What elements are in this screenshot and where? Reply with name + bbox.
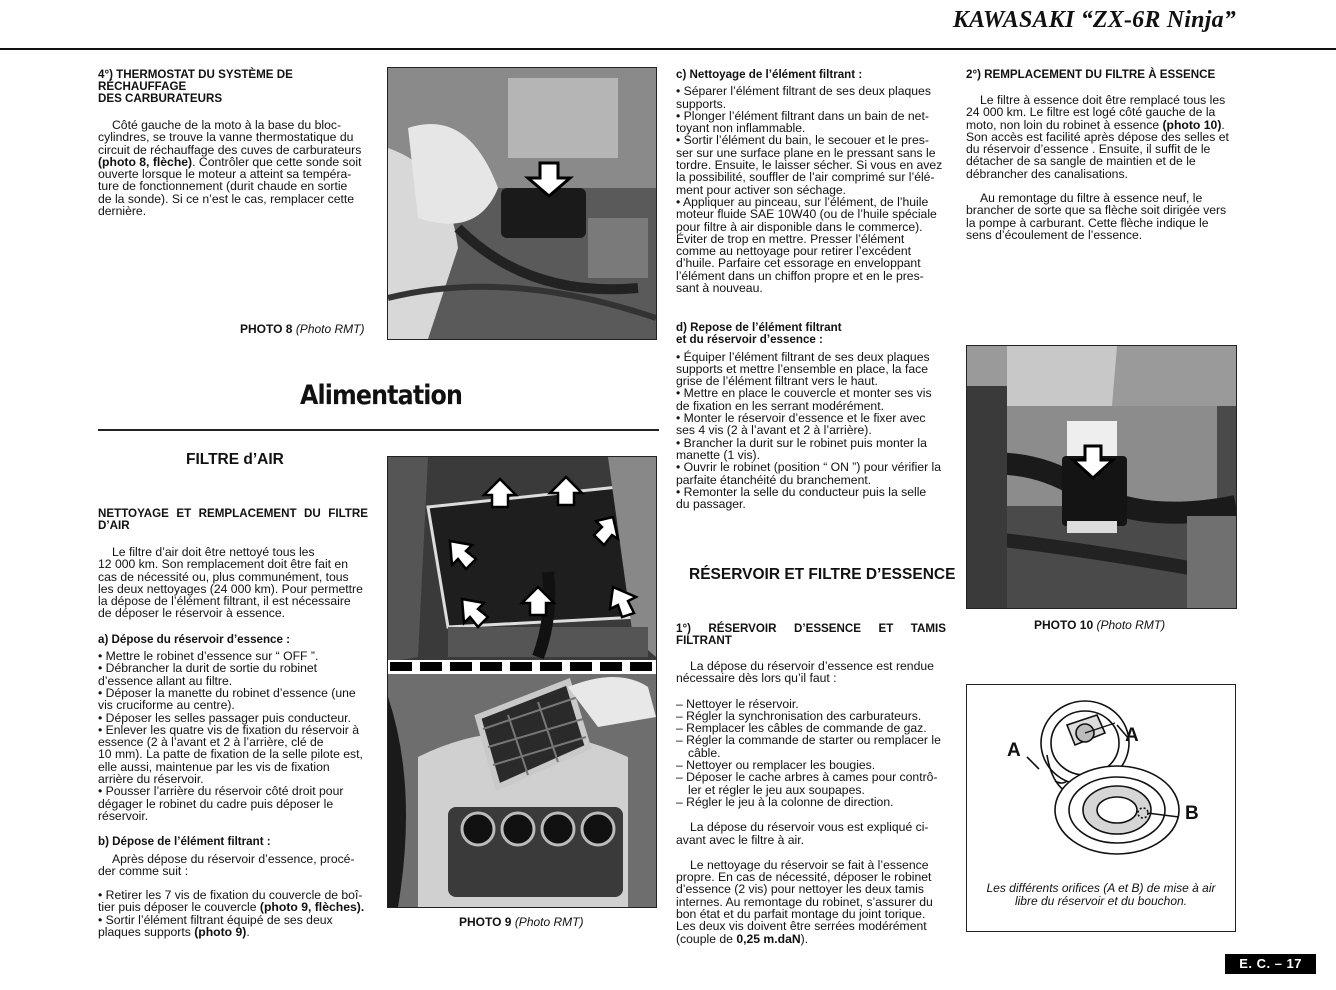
subsection-b-title: b) Dépose de l’élément filtrant :	[98, 835, 271, 849]
chapter-rule	[98, 429, 659, 431]
thermostat-line: cylindres, se trouve la vanne thermostatique du	[98, 130, 354, 145]
r1-p2-line: avant avec le filtre à air.	[676, 832, 805, 847]
d-line: • Équiper l’élément filtrant de ses deux plaques	[676, 349, 930, 364]
thermostat-text: . Contrôler que cette sonde soit	[192, 154, 362, 169]
f2-text: moto, non loin du robinet à essence	[966, 117, 1163, 132]
photo-8-label: PHOTO 8	[240, 322, 293, 336]
photo-8	[387, 67, 657, 340]
a-line: • Mettre le robinet d’essence sur “ OFF ”.	[98, 649, 319, 664]
c-line: comme au nettoyage pour retirer l’excédent	[676, 244, 912, 259]
d-line: manette (1 vis).	[676, 447, 760, 462]
c-line: • Plonger l’élément filtrant dans un bain de net-	[676, 108, 929, 123]
a-line: essence (2 à l’avant et 2 à l’arrière, clé de	[98, 735, 324, 750]
diagram-caption-line: Les différents orifices (A et B) de mise à air	[986, 881, 1216, 895]
c-line: • Appliquer au pinceau, sur l’élément, de l’huile	[676, 194, 929, 209]
diagram-caption-line: libre du réservoir et du bouchon.	[1014, 894, 1188, 908]
thermostat-section	[98, 69, 368, 217]
diagram-caption	[967, 882, 1235, 908]
r1-list-item: ler et régler le jeu aux soupapes.	[688, 782, 865, 797]
photo-9	[387, 456, 657, 908]
photo-10-caption	[1034, 619, 1165, 631]
nettoyage-title: NETTOYAGE ET REMPLACEMENT DU FILTRE D’AIR	[98, 507, 368, 532]
r1-p3-line: internes. Au remontage du robinet, s’assurer du	[676, 894, 933, 909]
c-line: • Séparer l’élément filtrant de ses deux plaques	[676, 84, 931, 99]
f2-p2-line: sens d’écoulement de l’essence.	[966, 227, 1143, 242]
b-line: Après dépose du réservoir d’essence, procé-	[112, 851, 355, 866]
c-line: moteur fluide SAE 10W40 (ou de l’huile spéciale	[676, 207, 937, 222]
c-line: pour filtre à air disponible dans le commerce).	[676, 219, 923, 234]
col3-section-d	[676, 322, 946, 510]
c-line: la possibilité, souffler de l’air comprimé sur l’élé-	[676, 170, 935, 185]
d-line: parfaite étanchéité du branchement.	[676, 472, 872, 487]
photo-9-label: PHOTO 9	[459, 915, 512, 929]
nettoyage-line: Le filtre d’air doit être nettoyé tous les	[112, 545, 315, 559]
chapter-title: Alimentation	[300, 380, 463, 411]
c-line: sant à nouveau.	[676, 281, 763, 296]
f2-line: détacher de sa sangle de maintien et de le	[966, 154, 1196, 169]
c-line: d’huile. Parfaire cet essorage en enveloppant	[676, 256, 921, 271]
f2-line: du réservoir d’essence . Ensuite, il suffit de le	[966, 142, 1211, 157]
page-number: E. C. – 17	[1225, 954, 1316, 974]
d-line: supports et mettre l’ensemble en place, la face	[676, 361, 929, 376]
diagram-label-a-left: A	[1007, 740, 1021, 761]
section-title-filtre-air: FILTRE d’AIR	[186, 451, 284, 468]
b-line: • Sortir l’élément filtrant équipé de ses deux	[98, 912, 333, 927]
f2-text: .	[1221, 117, 1225, 132]
nettoyage-line: la dépose de l’élément filtrant, il est nécessaire	[98, 594, 351, 609]
r1-intro-line: La dépose du réservoir d’essence est rendue	[690, 659, 934, 673]
photo-ref: (photo 10)	[1162, 117, 1222, 132]
header-rule	[0, 48, 1336, 50]
d-line: • Brancher la durit sur le robinet puis monter la	[676, 435, 927, 450]
r1-intro-line: nécessaire dès lors qu’il faut :	[676, 671, 837, 686]
r1-list-item: câble.	[688, 745, 721, 760]
a-line: elle aussi, maintenue par les vis de fixation	[98, 759, 330, 774]
r1-p2-line: La dépose du réservoir vous est expliqué ci-	[690, 820, 929, 835]
photo-8-credit: (Photo RMT)	[295, 322, 365, 336]
b-line	[98, 926, 368, 938]
thermostat-line: dernière.	[98, 204, 147, 219]
section-title-reservoir: RÉSERVOIR ET FILTRE D’ESSENCE	[689, 566, 956, 583]
photo-8-caption	[240, 323, 365, 335]
r1-p3-line: d’essence (2 vis) pour nettoyer les deux tamis	[676, 882, 924, 897]
f2-p2-line: Au remontage du filtre à essence neuf, le	[980, 191, 1203, 206]
col4-section-f2	[966, 69, 1236, 241]
photo-10-label: PHOTO 10	[1034, 618, 1094, 632]
subsection-a-title: a) Dépose du réservoir d’essence :	[98, 632, 291, 646]
nettoyage-line: cas de nécessité ou, plus communément, tous	[98, 569, 349, 584]
a-line: • Déposer les selles passager puis conducteur.	[98, 710, 351, 725]
d-line: ses 4 vis (2 à l’avant et 2 à l’arrière).	[676, 423, 872, 438]
header-title: KAWASAKI “ZX-6R Ninja”	[952, 7, 1236, 33]
a-line: dégager le robinet du cadre puis déposer le	[98, 796, 334, 811]
photo-9-caption	[459, 916, 584, 928]
f2-line: Le filtre à essence doit être remplacé tous les	[980, 93, 1226, 107]
c-line: Éviter de trop en mettre. Presser l’élément	[676, 231, 905, 246]
c-line: • Sortir l’élément du bain, le secouer et le pres-	[676, 133, 929, 148]
a-line: vis cruciforme au centre).	[98, 698, 235, 713]
subsection-d-title-2: et du réservoir d’essence :	[676, 333, 823, 347]
a-line: réservoir.	[98, 808, 149, 823]
r1-list-item: – Nettoyer ou remplacer les bougies.	[676, 758, 876, 773]
thermostat-line: ouverte lorsque le moteur a atteint sa tempéra-	[98, 167, 352, 182]
f2-line: Son accès est facilité après dépose des selles et	[966, 129, 1229, 144]
diagram-label-a-right: A	[1125, 725, 1139, 746]
a-line: • Déposer la manette du robinet d’essence (une	[98, 685, 356, 700]
r1-list-item: – Régler le jeu à la colonne de direction.	[676, 794, 894, 809]
c-line: tordre. Ensuite, le laisser sécher. Si vous en avez	[676, 158, 943, 173]
thermostat-line: de la sonde). Si ce n’est le cas, remplacer cette	[98, 191, 355, 206]
f2-line: débrancher des canalisations.	[966, 166, 1128, 181]
c-line: ment pour activer son séchage.	[676, 182, 847, 197]
r1-list-item: – Remplacer les câbles de commande de gaz.	[676, 721, 927, 736]
d-line: • Mettre en place le couvercle et monter ses vis	[676, 386, 932, 401]
r1-text: ).	[800, 931, 809, 946]
a-line: • Pousser l’arrière du réservoir côté droit pour	[98, 784, 344, 799]
d-line: • Ouvrir le robinet (position “ ON ”) pour vérifier la	[676, 460, 942, 475]
r1-p3-line	[676, 933, 946, 945]
a-line: 10 mm). La patte de fixation de la selle pilote est,	[98, 747, 363, 762]
f2-p2-line: brancher de sorte que sa flèche soit dirigée vers	[966, 203, 1227, 218]
photo-ref: (photo 8, flèche)	[98, 154, 193, 169]
photo-10	[966, 345, 1237, 609]
a-line: d’essence allant au filtre.	[98, 673, 233, 688]
r1-list-item: – Régler la synchronisation des carburateurs.	[676, 708, 922, 723]
thermostat-title-1: 4°) THERMOSTAT DU SYSTÈME DE RÉCHAUFFAGE	[98, 68, 293, 93]
b-line: • Retirer les 7 vis de fixation du couvercle de boî-	[98, 888, 363, 903]
r1-p3-line: Le nettoyage du réservoir se fait à l’essence	[690, 857, 929, 872]
d-line: de fixation en les serrant modérément.	[676, 398, 884, 413]
r1-list-item: – Nettoyer le réservoir.	[676, 696, 799, 711]
a-line: arrière du réservoir.	[98, 772, 204, 787]
c-line: ser sur une surface plane en le pressant sans le	[676, 145, 936, 160]
c-line: supports.	[676, 96, 727, 111]
b-text: .	[246, 925, 250, 940]
subsection-d-title-1: d) Repose de l’élément filtrant	[676, 321, 842, 334]
r1-list-item: – Régler la commande de starter ou remplacer le	[676, 733, 941, 748]
col3-section-r1	[676, 623, 946, 945]
nettoyage-section	[98, 508, 368, 938]
photo-ref: (photo 9)	[194, 925, 247, 940]
photo-9-credit: (Photo RMT)	[514, 915, 584, 929]
photo-ref: (photo 9, flèches).	[259, 900, 365, 915]
d-line: • Remonter la selle du conducteur puis la selle	[676, 484, 927, 499]
b-line	[98, 901, 368, 913]
thermostat-line: Côté gauche de la moto à la base du bloc-	[112, 118, 342, 132]
col3-section-c	[676, 69, 946, 294]
nettoyage-line: 12 000 km. Son remplacement doit être fait en	[98, 557, 348, 572]
d-line: du passager.	[676, 497, 746, 512]
nettoyage-line: de déposer le réservoir à essence.	[98, 606, 285, 621]
r1-p3-line: propre. En cas de nécessité, déposer le robinet	[676, 870, 932, 885]
fuel-cap-drawing	[967, 685, 1235, 865]
b-text: tier puis déposer le couvercle	[98, 900, 260, 915]
b-text: plaques supports	[98, 925, 195, 940]
photo-9-image	[388, 457, 656, 907]
thermostat-title-2: DES CARBURATEURS	[98, 92, 223, 105]
f2-title: 2°) REMPLACEMENT DU FILTRE À ESSENCE	[966, 68, 1216, 81]
b-line: der comme suit :	[98, 863, 189, 878]
d-line: • Monter le réservoir d’essence et le fixer avec	[676, 411, 926, 426]
photo-10-credit: (Photo RMT)	[1096, 618, 1166, 632]
a-line: • Débrancher la durit de sortie du robinet	[98, 661, 318, 676]
thermostat-line: circuit de réchauffage des cuves de carburateurs	[98, 142, 362, 157]
a-line: • Enlever les quatre vis de fixation du réservoir à	[98, 722, 360, 737]
r1-title: 1°) RÉSERVOIR D’ESSENCE ET TAMIS FILTRANT	[676, 622, 946, 647]
nettoyage-line: les deux nettoyages (24 000 km). Pour permettre	[98, 581, 363, 596]
d-line: grise de l’élément filtrant vers le haut.	[676, 374, 878, 389]
c-line: l’élément dans un chiffon propre et en le pres-	[676, 268, 924, 283]
thermostat-line: ture de fonctionnement (durit chaude en sortie	[98, 179, 348, 194]
subsection-c-title: c) Nettoyage de l’élément filtrant :	[676, 68, 863, 81]
fuel-cap-diagram	[966, 684, 1236, 932]
photo-10-image	[967, 346, 1236, 608]
photo-8-image	[388, 68, 656, 339]
f2-p2-line: la pompe à carburant. Cette flèche indique le	[966, 215, 1209, 230]
r1-list-item: – Déposer le cache arbres à cames pour contrô-	[676, 770, 938, 785]
f2-line: 24 000 km. Le filtre est logé côté gauche de la	[966, 105, 1216, 120]
r1-p3-line: Les deux vis doivent être serrées modérément	[676, 919, 927, 934]
diagram-label-b: B	[1185, 803, 1199, 824]
r1-p3-line: bon état et du parfait montage du joint torique.	[676, 907, 926, 922]
c-line: toyant non inflammable.	[676, 121, 806, 136]
r1-text: (couple de	[676, 931, 737, 946]
torque-value: 0,25 m.daN	[736, 931, 801, 946]
